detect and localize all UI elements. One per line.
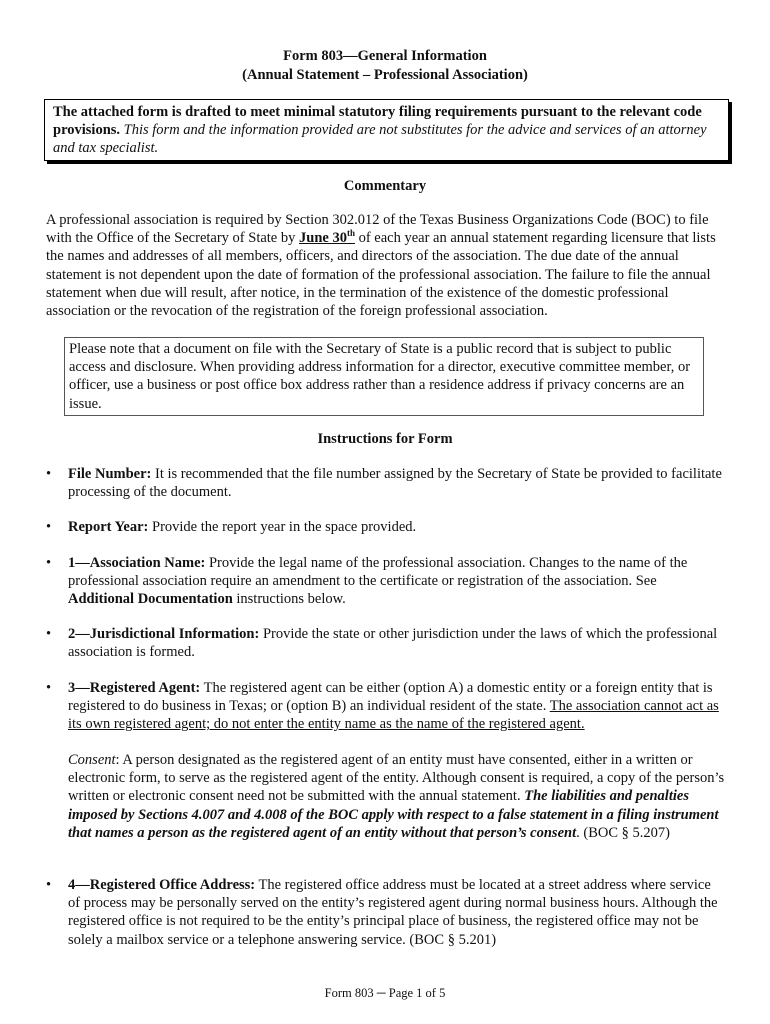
file-number-instruction [46,465,726,501]
bullet-icon: • [46,680,52,696]
consent-citation: . (BOC § 5.207) [576,824,670,841]
registered-agent-instruction [46,679,726,734]
public-record-note: Please note that a document on file with the Secretary of State is a public record that is subject to public access and disclosure. When providing address information for a director, executive committee member, or officer, use a business or post office box address rather than a residence address if privacy concerns are an issue. [64,337,704,416]
association-name-text-end: instructions below. [236,591,346,608]
registered-agent-label: 3—Registered Agent: [68,680,201,696]
report-year-label: Report Year: [68,519,149,535]
disclaimer-box [44,99,729,161]
association-name-instruction [46,554,726,609]
registered-agent-text: The registered agent can be either (option A) a domestic entity or a foreign entity that is registered to do business in Texas; or (option B) an individual resident of the state. [68,680,713,715]
commentary-text-1: A professional association is required by Section 302.012 of the Texas Business Organizations Code (BOC) to file with the Office of the Secretary of State by [46,212,709,247]
bullet-icon: • [46,877,52,893]
consent-liabilities-text: The liabilities and penalties imposed by Sections 4.007 and 4.008 of the BOC apply with respect to a false statement in a filing instrument that names a person as the registered agent of an entity without that person’s consent [68,788,719,841]
association-name-label: 1—Association Name: [68,555,206,571]
jurisdiction-label: 2—Jurisdictional Information: [68,626,260,642]
commentary-paragraph [46,211,726,320]
registered-office-text: The registered office address must be located at a street address where service of process may be personally served on the entity’s registered agent during normal business hours. Although the registered office is not required to be the entity’s principal place of business, the registered office may not be solely a mailbox service or a telephone answering service. (BOC § 5.201) [68,877,718,948]
commentary-text-2: of each year an annual statement regarding licensure that lists the names and addresses of all members, officers, and directors of the association. The due date of the annual statement is not dependent upon the date of formation of the professional association. The failure to file the annual statement when due will result, after notice, in the termination of the existence of the domestic professional association or the revocation of the registration of the foreign professional association. [46,230,716,320]
registered-office-label: 4—Registered Office Address: [68,877,256,893]
registered-office-instruction [46,876,726,949]
form-subtitle: (Annual Statement – Professional Association) [242,67,528,83]
due-date: June 30th [299,228,355,247]
file-number-label: File Number: [68,466,152,482]
report-year-text: Provide the report year in the space provided. [152,519,417,535]
bullet-icon: • [46,519,52,535]
bullet-icon: • [46,626,52,642]
due-date-suffix: th [346,228,355,239]
instructions-heading: Instructions for Form [317,431,453,447]
file-number-text: It is recommended that the file number assigned by the Secretary of State be provided to facilitate processing of the document. [68,466,722,501]
consent-label: Consent [68,752,116,768]
consent-text: : A person designated as the registered agent of an entity must have consented, either in a written or electronic form, to serve as the registered agent of the entity. Although consent is required, a copy of the person’s written or electronic consent need not be submitted with the annual statement. [68,752,725,805]
jurisdiction-text: Provide the state or other jurisdiction under the laws of which the professional association is formed. [68,626,718,661]
registered-agent-warning: The association cannot act as its own registered agent; do not enter the entity name as the name of the registered agent. [68,698,719,733]
commentary-heading: Commentary [343,178,427,194]
disclaimer-italic-text: This form and the information provided are not substitutes for the advice and services of an attorney and tax specialist. [53,122,707,156]
bullet-icon: • [46,466,52,482]
page-footer: Form 803 ─ Page 1 of 5 [324,986,446,1000]
bullet-icon: • [46,555,52,571]
form-title: Form 803—General Information [283,48,487,64]
consent-paragraph [68,751,728,842]
additional-documentation-ref: Additional Documentation [68,591,233,608]
jurisdiction-instruction [46,625,726,661]
association-name-text: Provide the legal name of the professional association. Changes to the name of the professional association require an amendment to the certificate or registration of the association. See [68,555,688,590]
disclaimer-bold-text: The attached form is drafted to meet minimal statutory filing requirements pursuant to the relevant code provisions. [53,104,702,138]
report-year-instruction [46,518,726,536]
